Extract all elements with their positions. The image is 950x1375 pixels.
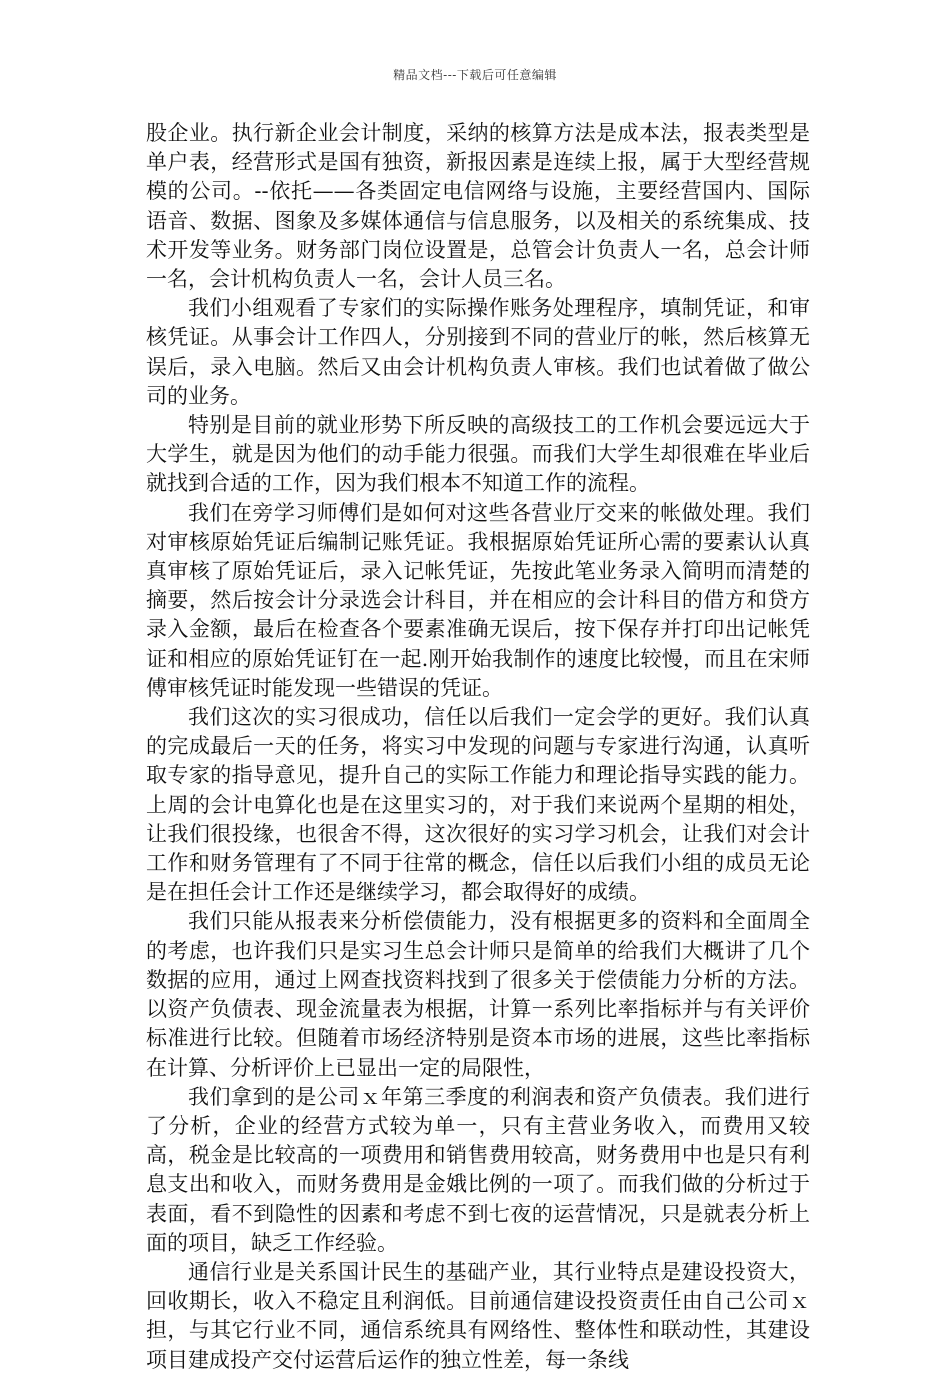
page-header: 精品文档---下载后可任意编辑: [393, 68, 557, 82]
document-body: [146, 119, 810, 1375]
paragraph-6: 我们只能从报表来分析偿债能力，没有根据更多的资料和全面周全的考虑，也许我们只是实习生总会计师只是简单的给我们大概讲了几个数据的应用，通过上网查找资料找到了很多关于偿债能力分析的方法。以资产负债表、现金流量表为根据，计算一系列比率指标并与有关评价标准进行比较。但随着市场经济特别是资本市场的进展，这些比率指标在计算、分析评价上已显出一定的局限性，: [146, 909, 810, 1080]
paragraph-2: 我们小组观看了专家们的实际操作账务处理程序，填制凭证，和审核凭证。从事会计工作四人，分别接到不同的营业厅的帐，然后核算无误后，录入电脑。然后又由会计机构负责人审核。我们也试着做了做公司的业务。: [146, 296, 810, 408]
paragraph-7: 我们拿到的是公司ｘ年第三季度的利润表和资产负债表。我们进行了分析，企业的经营方式较为单一，只有主营业务收入，而费用又较高，税金是比较高的一项费用和销售费用较高，财务费用中也是只有利息支出和收入，而财务费用是金娥比例的一项了。而我们做的分析过于表面，看不到隐性的因素和考虑不到七夜的运营情况，只是就表分析上面的项目，缺乏工作经验。: [146, 1084, 810, 1255]
paragraph-8: 通信行业是关系国计民生的基础产业，其行业特点是建设投资大，回收期长，收入不稳定且利润低。目前通信建设投资责任由自己公司ｘ担，与其它行业不同，通信系统具有网络性、整体性和联动性，其建设项目建成投产交付运营后运作的独立性差，每一条线: [146, 1259, 810, 1372]
paragraph-4: 我们在旁学习师傅们是如何对这些各营业厅交来的帐做处理。我们对审核原始凭证后编制记账凭证。我根据原始凭证所心需的要素认认真真审核了原始凭证后，录入记帐凭证，先按此笔业务录入简明而清楚的摘要，然后按会计分录选会计科目，并在相应的会计科目的借方和贷方录入金额，最后在检查各个要素准确无误后，按下保存并打印出记帐凭证和相应的原始凭证钉在一起.刚开始我制作的速度比较慢，而且在宋师傅审核凭证时能发现一些错误的凭证。: [146, 500, 810, 700]
paragraph-3: 特别是目前的就业形势下所反映的高级技工的工作机会要远远大于大学生，就是因为他们的动手能力很强。而我们大学生却很难在毕业后就找到合适的工作，因为我们根本不知道工作的流程。: [146, 413, 810, 496]
paragraph-5: 我们这次的实习很成功，信任以后我们一定会学的更好。我们认真的完成最后一天的任务，将实习中发现的问题与专家进行沟通，认真听取专家的指导意见，提升自己的实际工作能力和理论指导实践的能力。上周的会计电算化也是在这里实习的，对于我们来说两个星期的相处，让我们很投缘，也很舍不得，这次很好的实习学习机会，让我们对会计工作和财务管理有了不同于往常的概念，信任以后我们小组的成员无论是在担任会计工作还是继续学习，都会取得好的成绩。: [146, 705, 810, 905]
paragraph-1: 股企业。执行新企业会计制度，采纳的核算方法是成本法，报表类型是单户表，经营形式是国有独资，新报因素是连续上报，属于大型经营规模的公司。--依托——各类固定电信网络与设施，主要经营国内、国际语音、数据、图象及多媒体通信与信息服务，以及相关的系统集成、技术开发等业务。财务部门岗位设置是，总管会计负责人一名，总会计师一名，会计机构负责人一名，会计人员三名。: [146, 121, 810, 292]
